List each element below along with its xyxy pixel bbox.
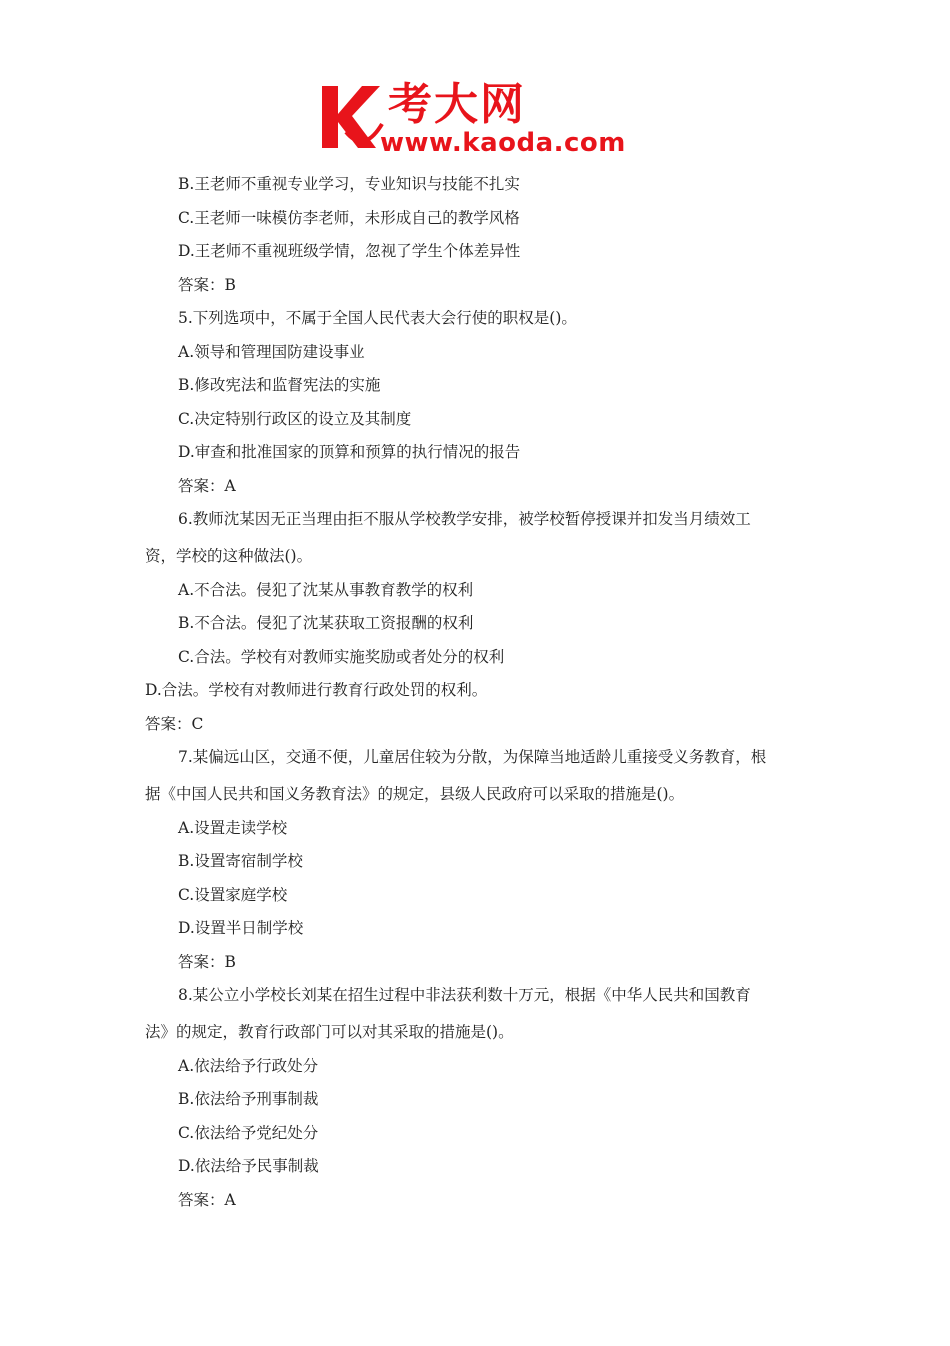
q6-stem-line-2: 资，学校的这种做法()。	[145, 547, 313, 565]
q8-option-d: D.依法给予民事制裁	[178, 1157, 319, 1175]
q5-option-b: B.修改宪法和监督宪法的实施	[178, 376, 381, 394]
kaoda-logo	[318, 80, 638, 160]
q7-option-d: D.设置半日制学校	[178, 919, 304, 937]
q6-answer: 答案：C	[145, 715, 204, 733]
q4-option-b: B.王老师不重视专业学习，专业知识与技能不扎实	[178, 175, 520, 193]
q6-option-a: A.不合法。侵犯了沈某从事教育教学的权利	[178, 581, 474, 599]
q6-stem-line-1: 6.教师沈某因无正当理由拒不服从学校教学安排，被学校暂停授课并扣发当月绩效工	[178, 510, 751, 528]
q7-stem-line-1: 7.某偏远山区，交通不便，儿童居住较为分散，为保障当地适龄儿重接受义务教育，根	[178, 748, 767, 766]
q6-option-c: C.合法。学校有对教师实施奖励或者处分的权利	[178, 648, 505, 666]
q5-answer: 答案：A	[178, 477, 236, 495]
q5-option-c: C.决定特别行政区的设立及其制度	[178, 410, 412, 428]
q5-option-a: A.领导和管理国防建设事业	[178, 343, 365, 361]
q7-answer: 答案：B	[178, 953, 236, 971]
q8-option-c: C.依法给予党纪处分	[178, 1124, 319, 1142]
q4-option-d: D.王老师不重视班级学情，忽视了学生个体差异性	[178, 242, 521, 260]
logo-chinese-text: 考大网	[388, 79, 526, 130]
q6-option-d: D.合法。学校有对教师进行教育行政处罚的权利。	[145, 681, 488, 699]
q8-option-a: A.依法给予行政处分	[178, 1057, 319, 1075]
q7-option-c: C.设置家庭学校	[178, 886, 288, 904]
q7-option-b: B.设置寄宿制学校	[178, 852, 303, 870]
q8-answer: 答案：A	[178, 1191, 236, 1209]
q6-option-b: B.不合法。侵犯了沈某获取工资报酬的权利	[178, 614, 474, 632]
q8-stem-line-2: 法》的规定，教育行政部门可以对其采取的措施是()。	[145, 1023, 514, 1041]
q4-option-c: C.王老师一味模仿李老师，未形成自己的教学风格	[178, 209, 520, 227]
red-k-logo-icon	[318, 84, 384, 150]
q4-answer: 答案：B	[178, 276, 236, 294]
q5-option-d: D.审查和批准国家的顶算和预算的执行情况的报告	[178, 443, 521, 461]
q7-stem-line-2: 据《中国人民共和国义务教育法》的规定，县级人民政府可以采取的措施是()。	[145, 785, 685, 803]
q5-stem: 5.下列选项中，不属于全国人民代表大会行使的职权是()。	[178, 309, 577, 327]
q7-option-a: A.设置走读学校	[178, 819, 288, 837]
logo-url-text: www.kaoda.com	[380, 128, 626, 158]
q8-stem-line-1: 8.某公立小学校长刘某在招生过程中非法获利数十万元，根据《中华人民共和国教育	[178, 986, 751, 1004]
q8-option-b: B.依法给予刑事制裁	[178, 1090, 319, 1108]
